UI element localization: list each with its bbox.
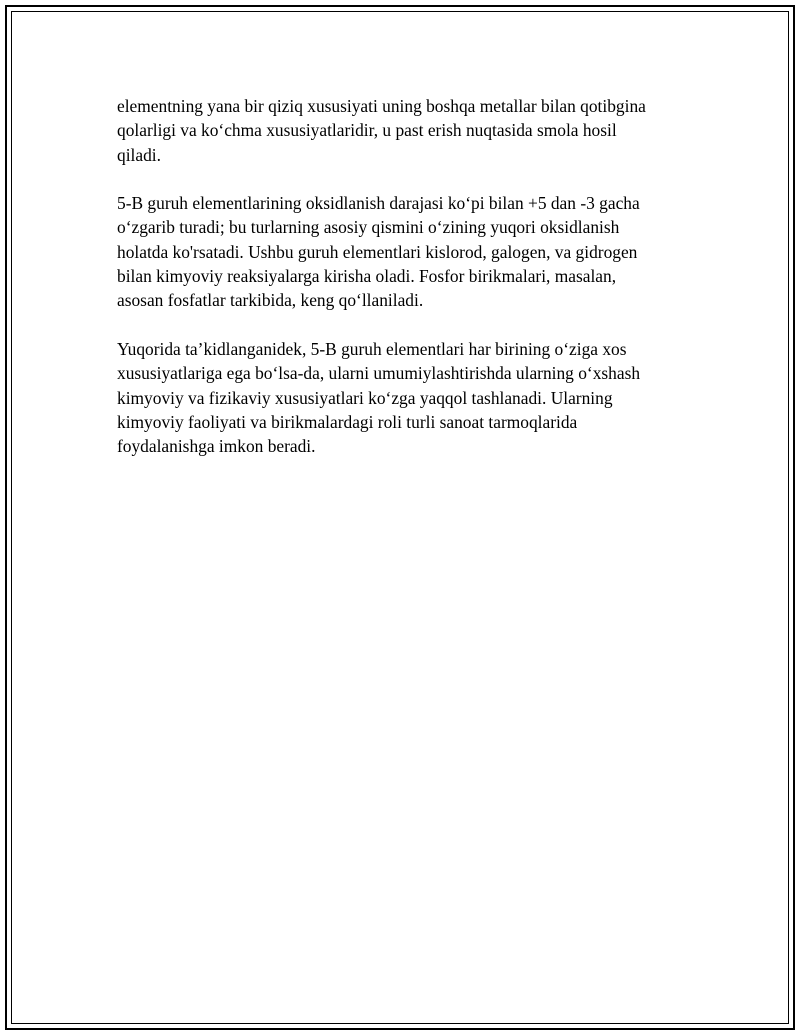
text-line: asosan fosfatlar tarkibida, keng qo‘llaniladi. [117, 290, 424, 311]
text-line: xususiyatlariga ega bo‘lsa-da, ularni umumiylashtirishda ularning o‘xshash [117, 363, 641, 384]
text-line: qolarligi va ko‘chma xususiyatlaridir, u past erish nuqtasida smola hosil [117, 120, 617, 141]
text-line: bilan kimyoviy reaksiyalarga kirisha oladi. Fosfor birikmalari, masalan, [117, 266, 617, 287]
paragraph-3 [117, 337, 697, 458]
paragraph-2 [117, 191, 697, 312]
text-line: holatda ko'rsatadi. Ushbu guruh elementlari kislorod, galogen, va gidrogen [117, 241, 638, 262]
paragraph-1 [117, 94, 697, 167]
text-line: 5-B guruh elementlarining oksidlanish darajasi ko‘pi bilan +5 dan -3 gacha [117, 193, 640, 214]
text-line: qiladi. [117, 144, 161, 165]
text-line: kimyoviy faoliyati va birikmalardagi roli turli sanoat tarmoqlarida [117, 411, 578, 432]
text-line: Yuqorida ta’kidlanganidek, 5-B guruh elementlari har birining o‘ziga xos [117, 338, 627, 359]
text-line: foydalanishga imkon beradi. [117, 436, 316, 457]
text-line: kimyoviy va fizikaviy xususiyatlari ko‘zga yaqqol tashlanadi. Ularning [117, 387, 613, 408]
text-line: elementning yana bir qiziq xususiyati uning boshqa metallar bilan qotibgina [117, 96, 646, 116]
document-body [117, 94, 697, 483]
text-line: o‘zgarib turadi; bu turlarning asosiy qismini o‘zining yuqori oksidlanish [117, 217, 620, 238]
